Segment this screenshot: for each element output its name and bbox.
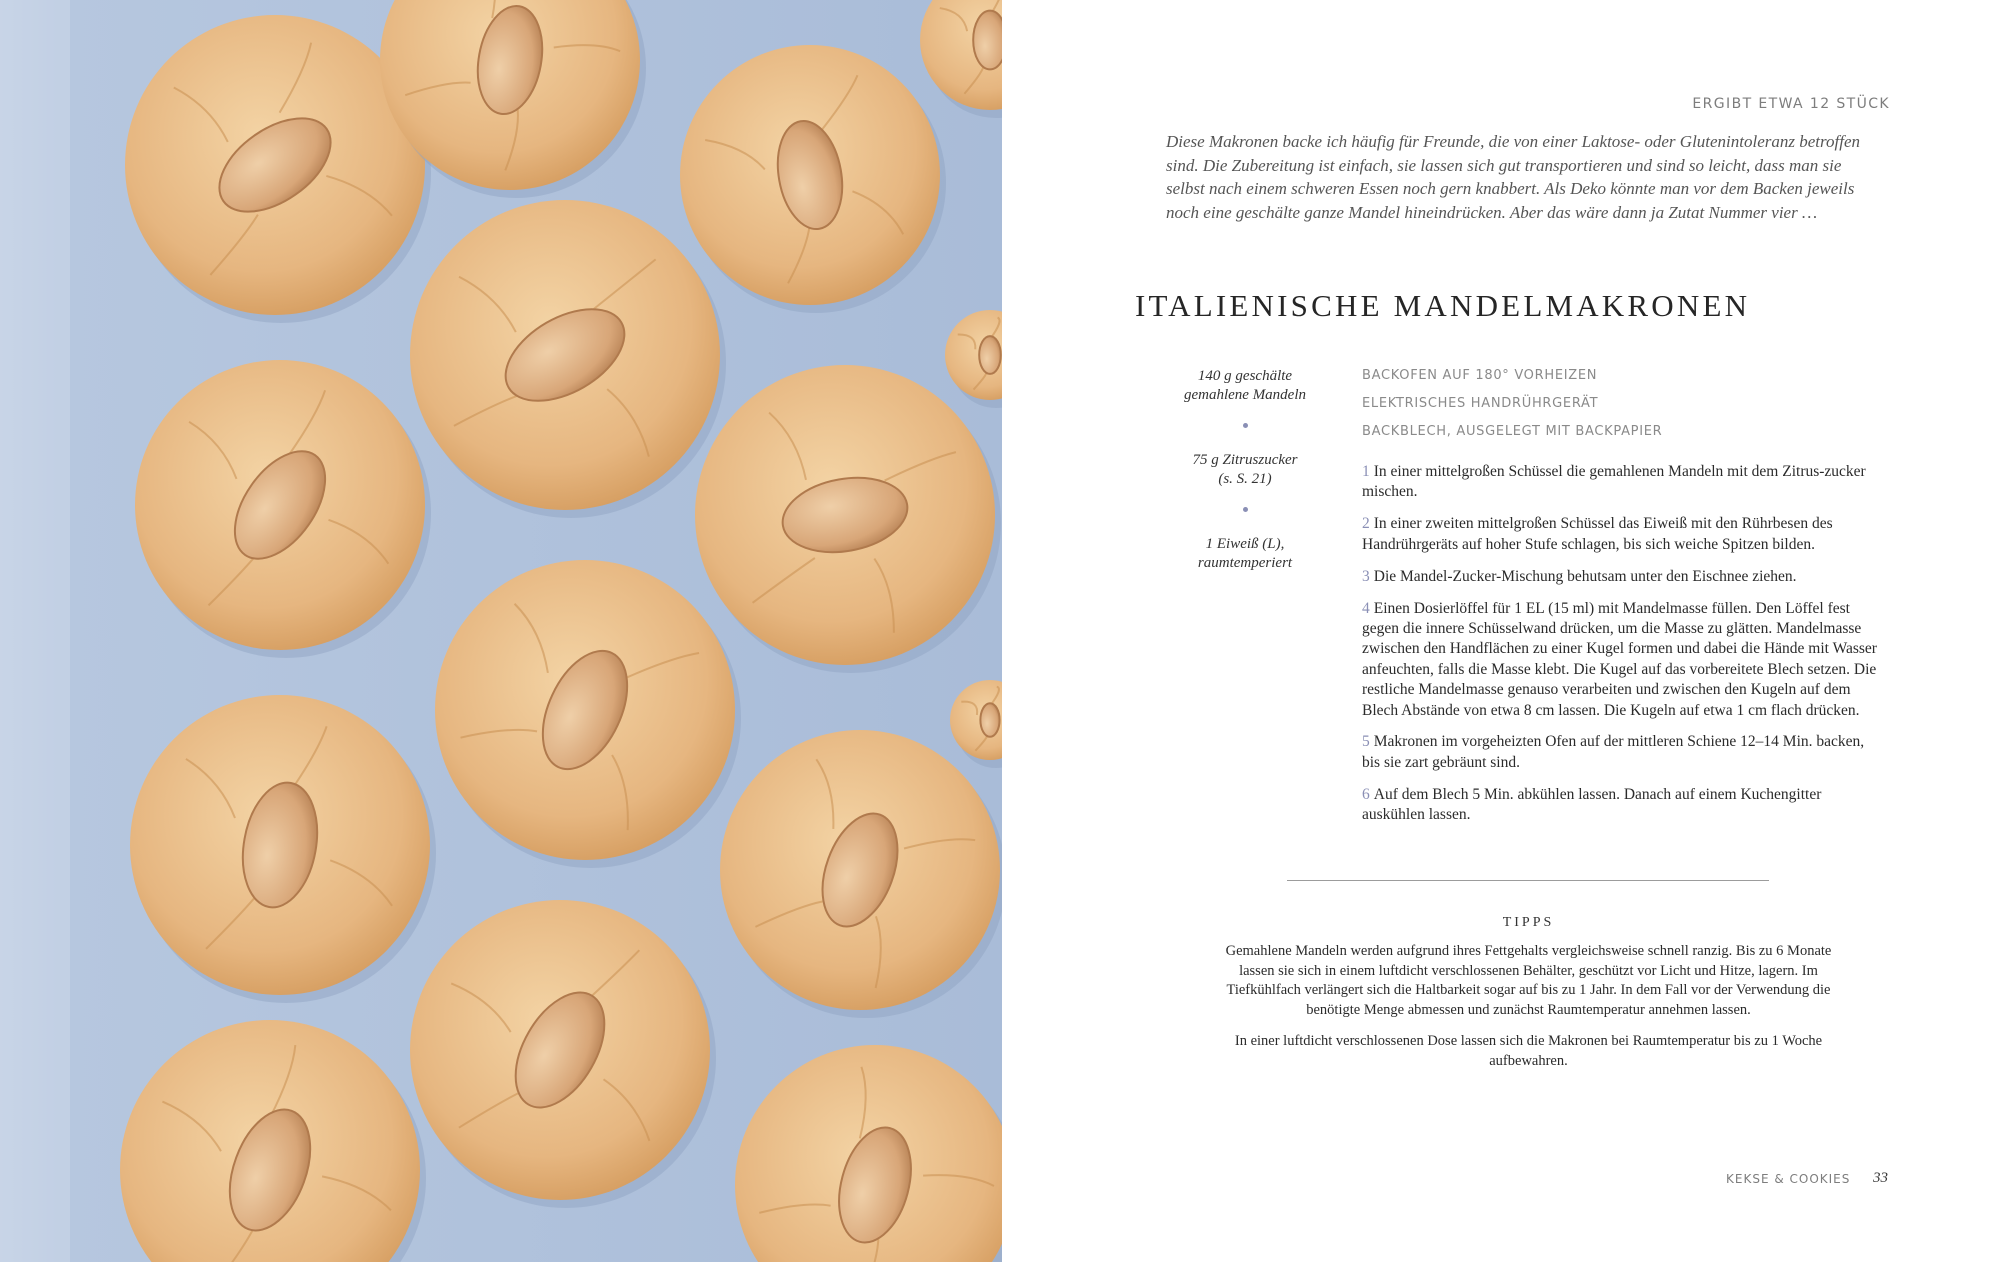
step-5 <box>1362 732 1882 773</box>
tip-paragraph: In einer luftdicht verschlossenen Dose lassen sich die Makronen bei Raumtemperatur bis zu 1 Woche aufbewahren. <box>1234 1033 1823 1069</box>
step-6 <box>1362 785 1882 826</box>
preparation-notes <box>1362 368 1662 452</box>
step-number: 5 <box>1362 733 1370 751</box>
tip-paragraph: Gemahlene Mandeln werden aufgrund ihres Fettgehalts vergleichsweise schnell ranzig. Bis zu 6 Monate lassen sie sich in einem luftdicht verschlossenen Behälter, geschützt vor Licht und Hitze, lagern. Im Tiefkühlfach verlängert sich die Haltbarkeit sogar auf bis zu 1 Jahr. In dem Fall vor der Verwendung die benötigte Menge abmessen und zunächst Raumtemperatur annehmen lassen. <box>1225 943 1832 1018</box>
bullet-dot <box>1243 507 1248 512</box>
method-steps <box>1362 462 1882 837</box>
ingredient-line: 140 g geschälte <box>1197 368 1293 384</box>
page-number: 33 <box>1873 1170 1888 1186</box>
step-text: Makronen im vorgeheizten Ofen auf der mittleren Schiene 12–14 Min. backen, bis sie zart gebräunt sind. <box>1362 733 1865 771</box>
step-text: Die Mandel-Zucker-Mischung behutsam unter den Eischnee ziehen. <box>1373 567 1797 585</box>
tray-rim <box>0 0 70 1262</box>
recipe-intro: Diese Makronen backe ich häufig für Freunde, die von einer Laktose- oder Glutenintoleranz betroffen sind. Die Zubereitung ist einfach, sie lassen sich gut transportieren und sind so leicht, dass man sie selbst nach einem schweren Essen noch gern knabbert. Als Deko könnte man vor dem Backen jeweils noch eine geschälte ganze Mandel hineindrücken. Aber das wäre dann ja Zutat Nummer vier … <box>1166 132 1861 222</box>
step-text: Einen Dosierlöffel für 1 EL (15 ml) mit Mandelmasse füllen. Den Löffel fest gegen die innere Schüsselwand drücken, um die Masse zu glätten. Mandelmasse zwischen den Handflächen zu einer Kugel formen und dabei die Hände mit Wasser anfeuchten, falls die Masse klebt. Die Kugel auf das vorbereitete Blech setzen. Die restliche Mandelmasse genauso verarbeiten und zwischen den Kugeln auf dem Blech Abstände von etwa 8 cm lassen. Die Kugeln auf etwa 1 cm flach drücken. <box>1362 599 1877 719</box>
tips-body <box>1210 942 1847 1083</box>
tips-heading: TIPPS <box>1502 915 1555 930</box>
footer-section-title: KEKSE & COOKIES <box>1726 1172 1851 1186</box>
step-text: Auf dem Blech 5 Min. abkühlen lassen. Danach auf einem Kuchengitter auskühlen lassen. <box>1362 785 1822 824</box>
step-3 <box>1362 567 1882 587</box>
prep-line-baking-sheet: BACKBLECH, AUSGELEGT MIT BACKPAPIER <box>1362 424 1663 439</box>
ingredient-line: gemahlene Mandeln <box>1183 387 1307 403</box>
step-2 <box>1362 514 1882 555</box>
ingredient-line: raumtemperiert <box>1197 555 1293 571</box>
prep-line-oven: BACKOFEN AUF 180° VORHEIZEN <box>1362 368 1598 383</box>
step-number: 4 <box>1362 599 1370 617</box>
ingredient-almonds <box>1160 367 1330 405</box>
ingredient-line: 1 Eiweiß (L), <box>1205 536 1285 552</box>
prep-line-mixer: ELEKTRISCHES HANDRÜHRGERÄT <box>1362 396 1599 411</box>
bullet-dot <box>1243 423 1248 428</box>
step-4 <box>1362 599 1882 721</box>
step-1 <box>1362 462 1882 503</box>
ingredient-sugar <box>1160 451 1330 489</box>
step-text: In einer mittelgroßen Schüssel die gemahlenen Mandeln mit dem Zitrus-zucker mischen. <box>1362 463 1866 501</box>
almond <box>980 703 999 737</box>
recipe-title: ITALIENISCHE MANDELMAKRONEN <box>1135 288 1751 323</box>
almond <box>979 336 1001 374</box>
step-number: 2 <box>1362 515 1370 533</box>
step-number: 6 <box>1362 785 1370 803</box>
section-divider <box>1287 880 1769 881</box>
step-number: 3 <box>1362 567 1370 585</box>
ingredient-line: 75 g Zitruszucker <box>1192 452 1298 468</box>
step-text: In einer zweiten mittelgroßen Schüssel das Eiweiß mit den Rührbesen des Handrührgeräts auf hoher Stufe schlagen, bis sich weiche Spitzen bilden. <box>1362 515 1833 553</box>
ingredient-egg-white <box>1160 535 1330 573</box>
almond <box>973 11 1002 70</box>
ingredient-list <box>1160 367 1330 573</box>
ingredient-line: (s. S. 21) <box>1218 471 1272 487</box>
step-number: 1 <box>1362 463 1370 480</box>
recipe-yield: ERGIBT ETWA 12 STÜCK <box>1692 96 1890 112</box>
